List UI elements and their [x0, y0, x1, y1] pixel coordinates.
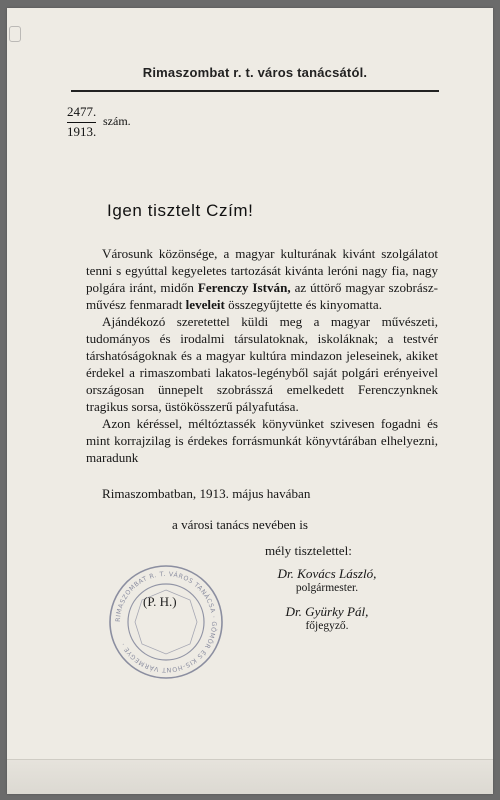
svg-text:RIMASZOMBAT R. T. VÁROS TANÁCS — [115, 570, 219, 674]
corner-mark — [9, 26, 21, 42]
seal-ph-label: (P. H.) — [143, 594, 177, 609]
reference-label: szám. — [103, 114, 131, 128]
reference-fraction — [67, 103, 96, 141]
reference-number — [67, 103, 131, 141]
ferenczy-name: Ferenczy István, — [197, 280, 291, 295]
signature-mayor-name: Dr. Kovács László, — [277, 566, 377, 581]
regards-line: mély tisztelettel: — [265, 543, 352, 558]
header-rule — [71, 90, 439, 92]
paper-bottom-edge — [7, 759, 493, 794]
reference-year: 1913. — [67, 124, 97, 139]
signature-mayor — [265, 566, 389, 594]
signature-notary-title: főjegyző. — [305, 620, 349, 632]
letterhead-title: Rimaszombat r. t. város tanácsától. — [142, 65, 368, 80]
paragraph-1-part3: összegyűjtette és kinyomatta. — [224, 297, 382, 312]
letters-word: leveleit — [185, 297, 225, 312]
salutation: Igen tisztelt Czím! — [107, 201, 254, 220]
signature-notary — [265, 604, 389, 632]
place-date: Rimaszombatban, 1913. május havában — [102, 486, 311, 501]
seal-ring-text: RIMASZOMBAT R. T. VÁROS TANÁCSA · GÖMÖR ÉS KIS-HONT VÁRMEGYE · — [114, 570, 218, 674]
signature-mayor-title: polgármester. — [295, 582, 359, 594]
letter-sheet — [7, 8, 493, 794]
paragraph-1-part1: Városunk közönsége, a magyar kulturának kivánt szolgálatot tenni s egyúttal kegyeletes tartozását kivánta leróni nagy fia, nagy polgára iránt, midőn — [86, 246, 438, 295]
signature-notary-name: Dr. Gyürky Pál, — [285, 604, 369, 619]
paragraph-2: Ajándékozó szeretettel küldi meg a magyar művészeti, tudományos és irodalmi társulatoknak, iskoláknak; a testvér társhatóságoknak és a magyar kultúra mindazon jeleseinek, akiket érdekel a rimaszombati lakatos-legényből saját polgári erényeivel országosan ünnepelt szobrásszá emelkedett Ferenczynknek tragikus sorsa, üstökösszerű pályafutása. — [86, 314, 438, 414]
paragraph-1-part2: az úttörő magyar szobrász-művész fenmaradt — [86, 280, 438, 312]
council-line: a városi tanács nevében is — [172, 517, 308, 532]
paragraph-3: Azon kéréssel, méltóztassék könyvünket szivesen fogadni és mint korrajzilag is érdekes forrásmunkát könyvtárában elhelyezni, maradunk — [86, 416, 438, 465]
letter-body — [86, 245, 438, 466]
paragraph-1 — [86, 245, 438, 313]
reference-number-value: 2477. — [67, 103, 96, 123]
official-seal-stamp — [107, 563, 225, 681]
